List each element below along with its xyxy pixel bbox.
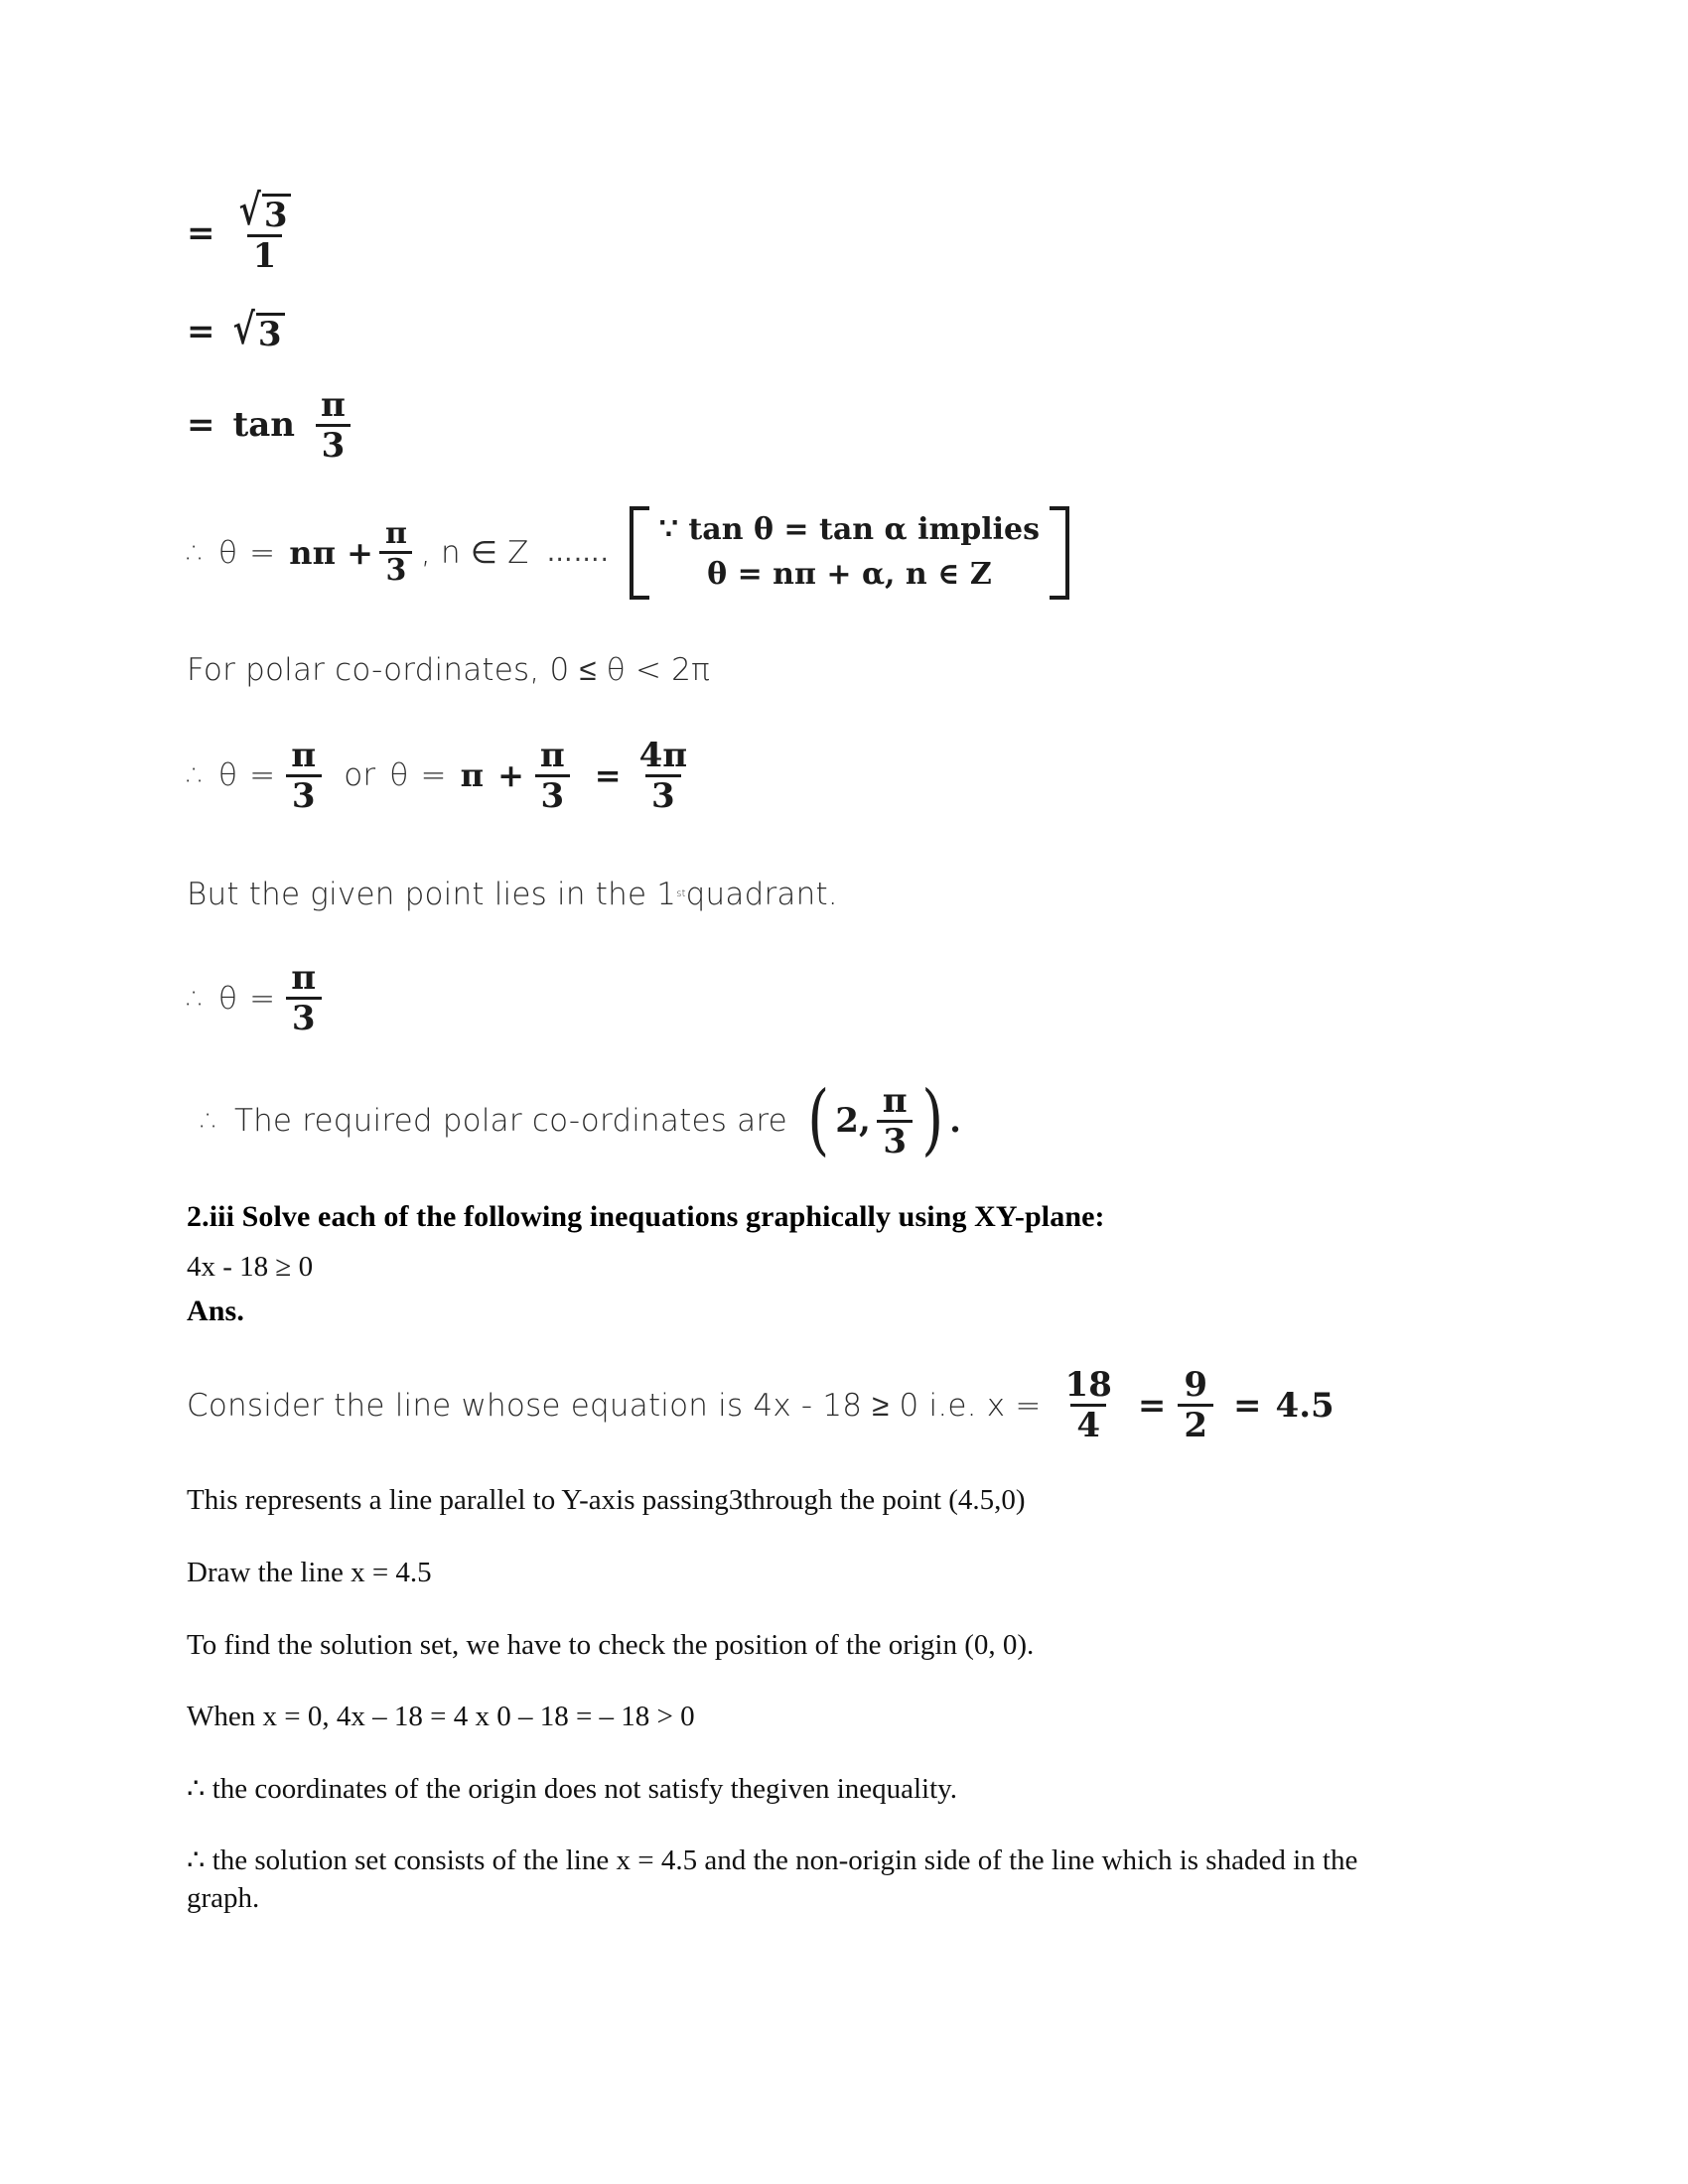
bracket-contents — [649, 506, 1050, 600]
identity-premise: ∵ tan θ = tan α implies — [658, 511, 1040, 547]
fraction-numerator — [233, 186, 297, 235]
equals-sign-second: = — [1233, 1385, 1262, 1426]
paren-close-icon: ) — [920, 1075, 943, 1165]
fraction-denominator: 3 — [535, 774, 571, 813]
spacer — [187, 1170, 1468, 1200]
theta-symbol: θ — [217, 980, 238, 1017]
identity-conclusion: θ = nπ + α, n ∈ Z — [707, 556, 992, 592]
fraction-numerator: π — [291, 735, 317, 775]
conclusion-text: The required polar co-ordinates are — [233, 1103, 787, 1139]
ordered-pair-first: 2, — [835, 1101, 871, 1141]
fraction-4pi-over-3 — [633, 735, 694, 816]
fraction-denominator: 3 — [316, 424, 352, 463]
equals-sign: = — [187, 213, 215, 253]
solution-paragraph: ∴ the coordinates of the origin does not satisfy thegiven inequality. — [187, 1773, 958, 1806]
paren-open-icon: ( — [807, 1075, 830, 1165]
quadrant-note-prefix: But the given point lies in the 1 — [187, 877, 677, 912]
fraction-sqrt3-over-1 — [233, 186, 297, 276]
spacer — [187, 834, 1468, 864]
therefore-symbol: ∴ — [187, 757, 207, 793]
therefore-symbol: ∴ — [187, 980, 207, 1017]
consider-line-text: Consider the line whose equation is 4x - 18 ≥ 0 i.e. x = — [187, 1387, 1042, 1424]
radical-icon: √ — [238, 186, 261, 235]
fraction-numerator: 9 — [1184, 1365, 1208, 1406]
equation-theta-final — [187, 941, 1468, 1055]
solution-paragraph: Draw the line x = 4.5 — [187, 1556, 432, 1588]
equals-sign: = — [249, 980, 276, 1017]
radicand: 3 — [262, 194, 291, 232]
fraction-numerator: 18 — [1064, 1365, 1112, 1406]
conclusion-line — [201, 1071, 1468, 1170]
spacer — [187, 701, 1468, 717]
equation-general-solution — [187, 495, 1468, 610]
fraction-numerator: π — [384, 516, 407, 551]
ordered-pair-group — [803, 1075, 947, 1165]
equation-theta-values — [187, 717, 1468, 834]
x-value-result: 4.5 — [1275, 1385, 1335, 1426]
ellipsis-dots: ……. — [546, 537, 610, 568]
equation-tan-pi-over-3 — [187, 370, 1468, 479]
consider-line — [187, 1346, 1468, 1465]
tan-function-label: tan — [232, 405, 295, 445]
fraction-pi-over-3-second — [534, 735, 571, 816]
fraction-denominator: 3 — [286, 774, 322, 813]
fraction-numerator: π — [882, 1080, 908, 1121]
fraction-denominator: 2 — [1178, 1404, 1213, 1442]
fraction-numerator: π — [320, 384, 346, 425]
spacer — [187, 479, 1468, 495]
identity-bracket-group — [630, 506, 1069, 600]
question-heading: 2.iii Solve each of the following inequations graphically using XY-plane: — [187, 1200, 1105, 1233]
fraction-numerator: 4π — [638, 735, 688, 775]
fraction-denominator: 3 — [286, 997, 322, 1035]
n-in-z-tail: , n ∈ Z — [420, 534, 529, 571]
equation-sqrt3-over-1 — [187, 174, 1468, 293]
quadrant-note-line: But the given point lies in the 1 st quadrant. — [187, 877, 838, 912]
theta-symbol-second: θ — [389, 757, 409, 793]
sqrt3-expression — [232, 304, 285, 354]
fraction-denominator: 4 — [1070, 1404, 1106, 1442]
fraction-pi-over-3 — [379, 516, 413, 588]
equals-sign-second: = — [420, 757, 447, 793]
or-word: or — [344, 757, 376, 793]
n-pi-plus-term: nπ + — [289, 533, 373, 572]
equals-sign-first: = — [1137, 1385, 1167, 1426]
fraction-denominator: 3 — [379, 551, 412, 586]
fraction-numerator: π — [539, 735, 565, 775]
solution-paragraph: To find the solution set, we have to check the position of the origin (0, 0). — [187, 1628, 1035, 1661]
fraction-denominator: 3 — [877, 1120, 913, 1159]
spacer — [187, 1465, 1468, 1481]
fraction-18-over-4 — [1059, 1365, 1118, 1446]
equals-sign: = — [187, 312, 215, 351]
therefore-symbol: ∴ — [201, 1103, 220, 1139]
spacer — [187, 1055, 1468, 1071]
fraction-pi-over-3 — [315, 384, 352, 466]
equals-sign: = — [187, 405, 215, 445]
fraction-denominator: 1 — [247, 234, 283, 273]
equation-sqrt3 — [187, 293, 1468, 370]
pi-symbol: π — [460, 756, 485, 794]
fraction-pi-over-3 — [877, 1080, 914, 1161]
bracket-left-icon — [630, 506, 649, 600]
fraction-pi-over-3-first — [285, 735, 322, 816]
fraction-numerator: π — [291, 958, 317, 998]
solution-paragraph: This represents a line parallel to Y-axis passing3through the point (4.5,0) — [187, 1483, 1026, 1516]
plus-sign: + — [497, 756, 524, 794]
quadrant-note-suffix: quadrant. — [685, 877, 838, 912]
answer-label: Ans. — [187, 1294, 244, 1327]
equals-sign: = — [249, 757, 276, 793]
equals-sign: = — [249, 534, 276, 571]
spacer — [187, 610, 1468, 639]
fraction-9-over-2 — [1178, 1365, 1213, 1446]
radicand: 3 — [256, 313, 285, 351]
bracket-right-icon — [1050, 506, 1069, 600]
polar-range-text: For polar co-ordinates, 0 ≤ θ < 2π — [187, 652, 710, 688]
period-mark: . — [949, 1101, 961, 1141]
radical-icon: √ — [232, 304, 255, 354]
spacer — [187, 925, 1468, 941]
page-content — [187, 174, 1468, 1918]
theta-symbol: θ — [217, 757, 238, 793]
fraction-pi-over-3 — [285, 958, 322, 1038]
therefore-symbol: ∴ — [187, 534, 207, 571]
solution-paragraph: ∴ the solution set consists of the line x = 4.5 and the non-origin side of the line which is shaded in the graph. — [187, 1844, 1358, 1914]
theta-symbol: θ — [217, 534, 238, 571]
question-statement: 4x - 18 ≥ 0 — [187, 1251, 314, 1283]
polar-range-line — [187, 639, 1468, 701]
fraction-denominator: 3 — [645, 774, 681, 813]
solution-paragraph: When x = 0, 4x – 18 = 4 x 0 – 18 = – 18 > 0 — [187, 1701, 695, 1733]
equals-sign-third: = — [594, 756, 622, 794]
